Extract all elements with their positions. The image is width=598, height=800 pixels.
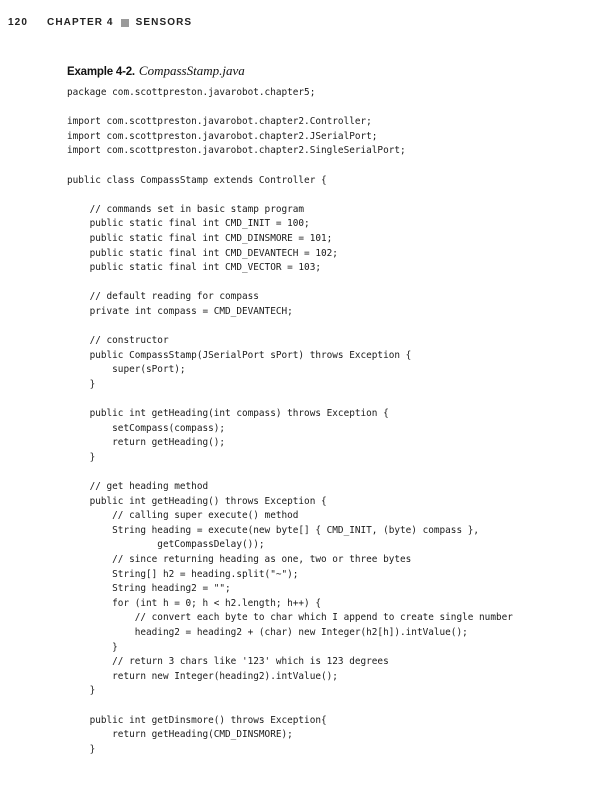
code-line: setCompass(compass); <box>67 422 226 434</box>
code-line: String heading = execute(new byte[] { CMD_INIT, (byte) compass }, <box>67 524 480 536</box>
code-line: import com.scottpreston.javarobot.chapter2.SingleSerialPort; <box>67 145 406 157</box>
code-line: // calling super execute() method <box>67 510 299 522</box>
code-line: } <box>67 451 96 463</box>
code-line: } <box>67 743 96 755</box>
code-line: public static final int CMD_DINSMORE = 101; <box>67 232 333 244</box>
code-line: String heading2 = ""; <box>67 583 231 595</box>
code-line: // since returning heading as one, two or three bytes <box>67 554 412 565</box>
code-line: } <box>67 641 118 653</box>
example-title: CompassStamp.java <box>138 63 245 78</box>
section-label: SENSORS <box>135 17 193 28</box>
code-line: } <box>67 378 96 390</box>
code-line: public int getHeading() throws Exception { <box>67 495 327 507</box>
code-line <box>67 699 513 714</box>
code-line: } <box>67 685 96 697</box>
code-line: // commands set in basic stamp program <box>67 203 305 215</box>
code-line <box>67 188 513 203</box>
code-line: for (int h = 0; h < h2.length; h++) { <box>67 597 321 609</box>
code-line: public int getHeading(int compass) throws Exception { <box>67 408 389 420</box>
separator-square-icon <box>121 19 129 27</box>
code-line: getCompassDelay()); <box>67 539 265 551</box>
code-line <box>67 392 513 407</box>
code-line <box>67 159 513 174</box>
code-line: public static final int CMD_VECTOR = 103; <box>67 262 321 274</box>
code-line <box>67 101 513 116</box>
code-line: public CompassStamp(JSerialPort sPort) throws Exception { <box>67 349 412 361</box>
code-line: // return 3 chars like '123' which is 123 degrees <box>67 656 389 668</box>
code-line <box>67 465 513 480</box>
code-line: heading2 = heading2 + (char) new Integer(h2[h]).intValue(); <box>67 626 468 638</box>
code-line <box>67 320 513 335</box>
example-caption <box>67 62 245 80</box>
code-line: public int getDinsmore() throws Exception{ <box>67 714 327 726</box>
code-line: public static final int CMD_INIT = 100; <box>67 218 310 230</box>
code-line: package com.scottpreston.javarobot.chapter5; <box>67 87 316 98</box>
code-line <box>67 276 513 291</box>
code-line: return new Integer(heading2).intValue(); <box>67 670 338 682</box>
code-line: return getHeading(CMD_DINSMORE); <box>67 729 293 741</box>
code-line: String[] h2 = heading.split("~"); <box>67 568 299 580</box>
code-line: super(sPort); <box>67 364 186 376</box>
running-head <box>8 17 192 28</box>
page-number: 120 <box>8 17 28 28</box>
code-line: // constructor <box>67 335 169 347</box>
code-line: public class CompassStamp extends Controller { <box>67 174 327 186</box>
code-line: // default reading for compass <box>67 291 259 303</box>
code-line: return getHeading(); <box>67 437 226 449</box>
example-label: Example 4-2. <box>67 66 135 78</box>
code-line: import com.scottpreston.javarobot.chapter2.JSerialPort; <box>67 130 378 142</box>
code-line: public static final int CMD_DEVANTECH = 102; <box>67 247 338 259</box>
code-line: // get heading method <box>67 481 209 493</box>
chapter-label: CHAPTER 4 <box>47 17 114 28</box>
code-line: import com.scottpreston.javarobot.chapter2.Controller; <box>67 116 372 128</box>
code-line: // convert each byte to char which I append to create single number <box>67 612 513 624</box>
code-listing <box>67 86 513 757</box>
code-line: private int compass = CMD_DEVANTECH; <box>67 305 293 317</box>
